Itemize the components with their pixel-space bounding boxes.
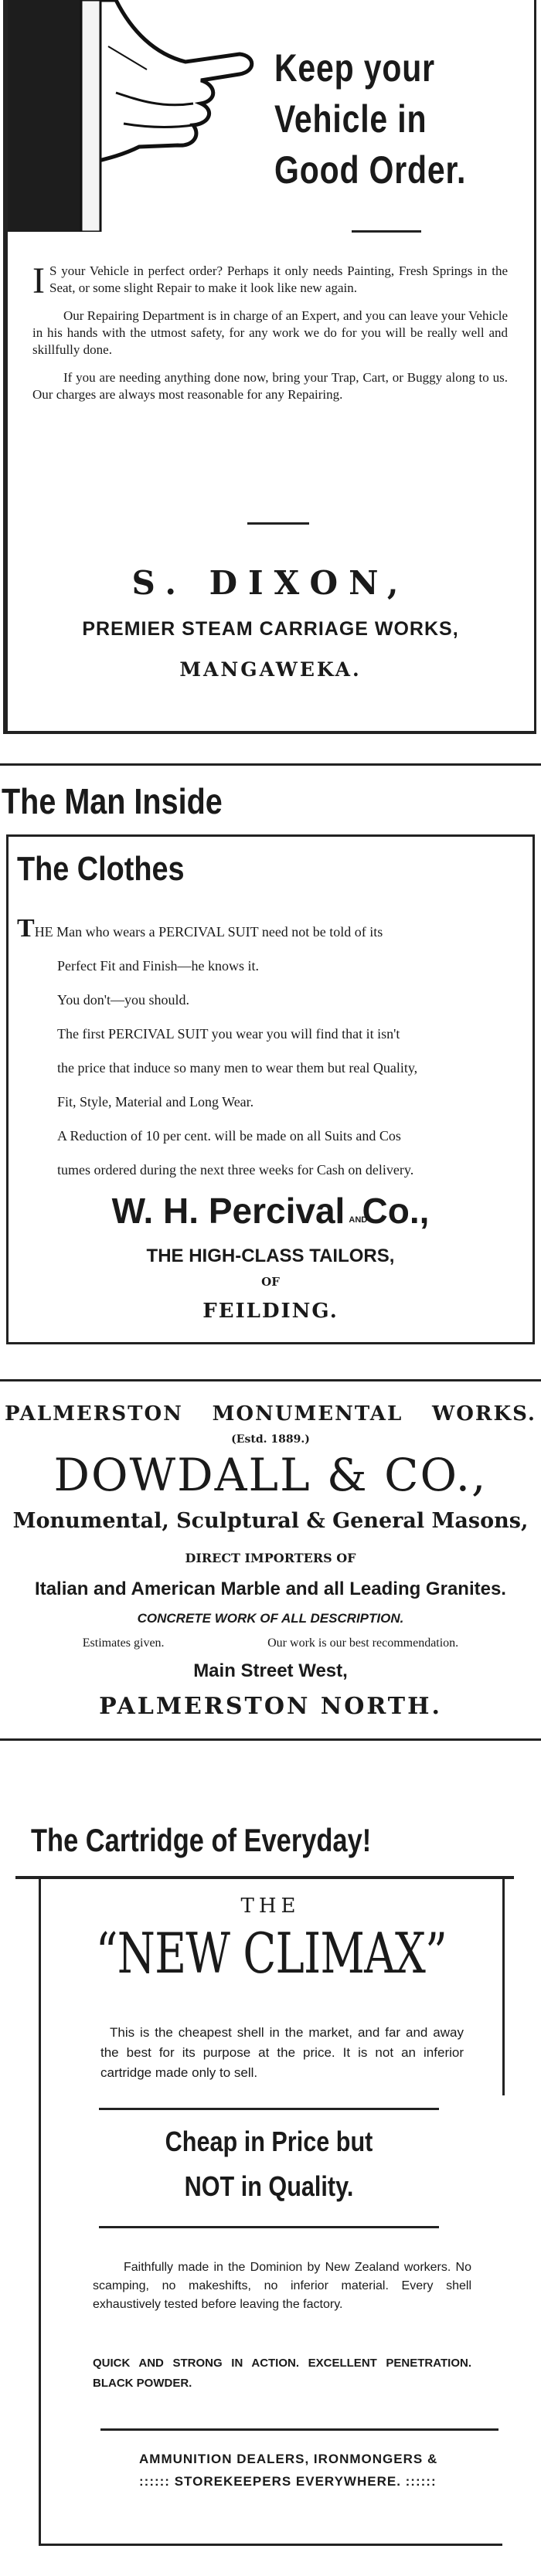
established-year: (Estd. 1889.)	[231, 1433, 310, 1446]
separator	[0, 1738, 541, 1741]
ad-headline: The Cartridge of Everyday!	[31, 1822, 372, 1858]
ad-new-climax	[0, 1745, 541, 2576]
separator	[0, 763, 541, 766]
advertiser-name: W. H. Percival AND Co.,	[111, 1191, 430, 1231]
footer-line-2: :::::: STOREKEEPERS EVERYWHERE. ::::::	[139, 2474, 437, 2489]
ad-body: I S your Vehicle in perfect order? Perhaps it only needs Painting, Fresh Springs in the Seat, or some slight Repair to make it look like new again. Our Repairing Department is in charge of an Expert, and you can leave your Vehicle in his hands with the utmost safety, for any work we do for you will be really well and skillfully done. If you are needing anything done now, bring your Trap, Cart, or Buggy along to us. Our charges are always most reasonable for any Repairing.	[32, 260, 508, 402]
advertiser-town: PALMERSTON NORTH.	[99, 1693, 442, 1720]
street-address: Main Street West,	[193, 1660, 348, 1681]
concrete-line: CONCRETE WORK OF ALL DESCRIPTION.	[137, 1611, 404, 1626]
separator	[0, 1379, 541, 1381]
description-1: This is the cheapest shell in the market, and far and away the best for its purpose at the price. It is not an inferior cartridge made only to sell.	[100, 2025, 464, 2080]
the-label: THE	[240, 1895, 301, 1918]
importers-line: DIRECT IMPORTERS OF	[185, 1551, 356, 1565]
ad-headline: Keep your Vehicle in Good Order.	[274, 46, 467, 192]
advertiser-town: FEILDING.	[202, 1300, 339, 1323]
advertiser-of: OF	[261, 1275, 280, 1289]
footer-rule	[100, 2428, 498, 2431]
product-name: “NEW CLIMAX”	[95, 1921, 447, 1986]
description-3: QUICK AND STRONG IN ACTION. EXCELLENT PENETRATION. BLACK POWDER.	[93, 2357, 471, 2390]
ad-body: THE Man who wears a PERCIVAL SUIT need not be told of its Perfect Fit and Finish—he knows it. You don't—you should. The first PERCIVAL SUIT you wear you will find that it isn't the price that induce so many men to wear them but real Quality, Fit, Style, Material and Long Wear. A Reduction of 10 per cent. will be made on all Suits and Cos tumes ordered during the next three weeks for Cash on delivery.	[17, 914, 418, 1178]
description-2: Faithfully made in the Dominion by New Zealand workers. No scamping, no makeshifts, no inferior material. Every shell exhaustively tested before leaving the factory.	[93, 2261, 471, 2311]
pointing-hand-illustration	[8, 0, 263, 232]
ad-top-line: PALMERSTON MONUMENTAL WORKS.	[5, 1402, 536, 1426]
ad-dowdall	[0, 1387, 541, 1719]
headline-rule	[15, 1876, 514, 1879]
drop-cap: T	[17, 914, 35, 943]
advertiser-trade: THE HIGH-CLASS TAILORS,	[146, 1246, 395, 1266]
marble-line: Italian and American Marble and all Leading Granites.	[35, 1579, 506, 1599]
advertiser-firm: PREMIER STEAM CARRIAGE WORKS,	[82, 618, 459, 640]
divider	[247, 522, 309, 525]
ad-dixon	[0, 0, 541, 740]
ad-percival	[0, 773, 541, 1352]
bottom-rule	[39, 2544, 502, 2546]
advertiser-name: DOWDALL & CO.,	[53, 1449, 488, 1501]
quality-box: Cheap in Price but NOT in Quality.	[99, 2108, 439, 2228]
ad-headline-outer: The Man Inside	[2, 781, 223, 821]
footer-line-1: AMMUNITION DEALERS, IRONMONGERS &	[139, 2452, 438, 2466]
advertiser-name: S. DIXON,	[131, 564, 410, 602]
estimates-line: Estimates given. Our work is our best recommendation.	[82, 1636, 459, 1650]
advertiser-trade: Monumental, Sculptural & General Masons,	[12, 1509, 529, 1533]
divider	[352, 230, 421, 233]
advertiser-town: MANGAWEKA.	[179, 658, 362, 681]
ad-headline-inner: The Clothes	[17, 850, 185, 888]
ad-border-left	[39, 1879, 41, 2544]
drop-cap: I	[32, 260, 45, 301]
